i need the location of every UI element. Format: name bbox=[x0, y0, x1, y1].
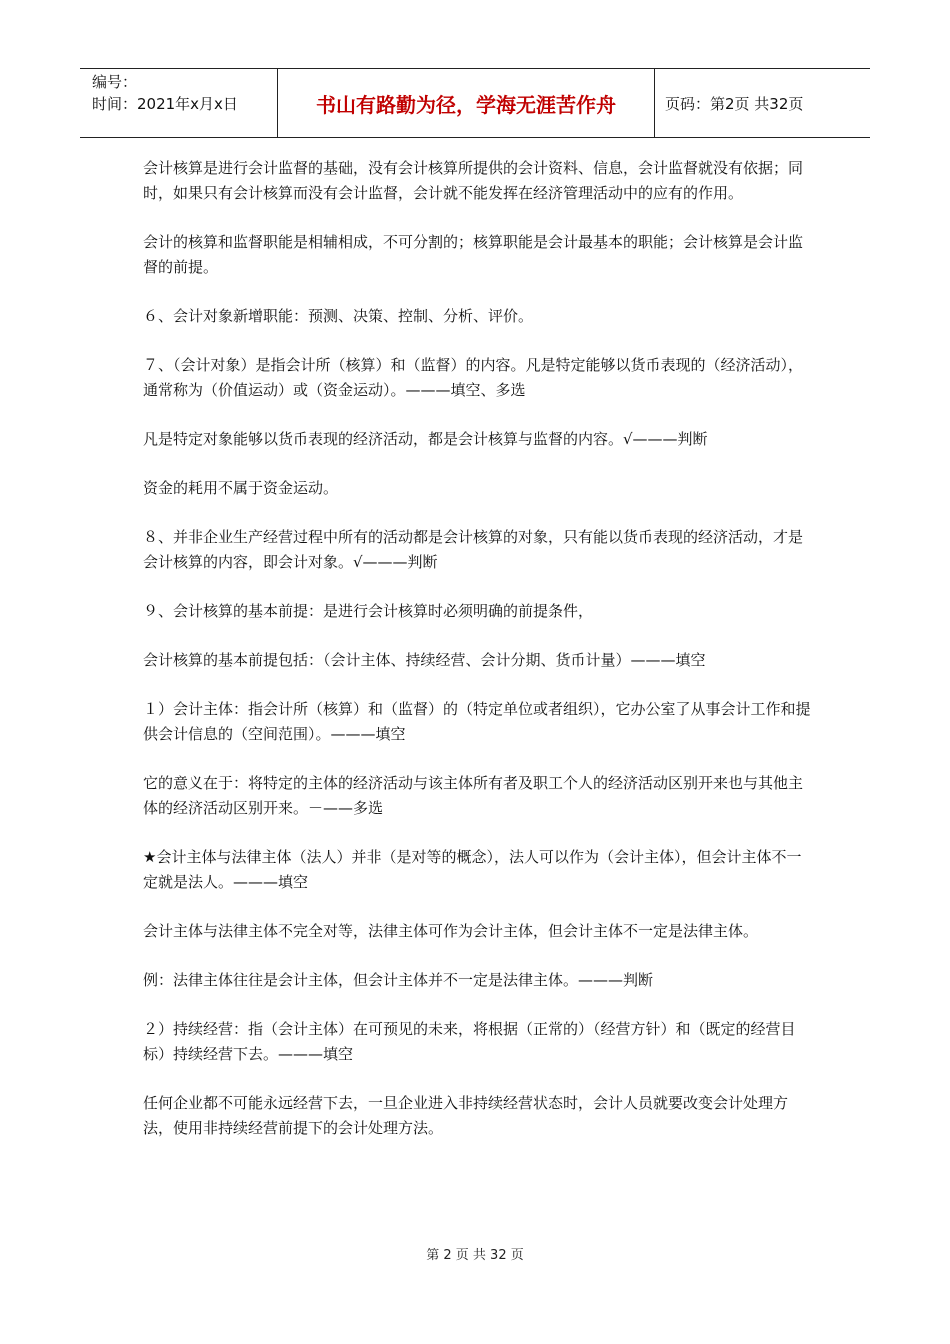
paragraph: １）会计主体：指会计所（核算）和（监督）的（特定单位或者组织），它办公室了从事会计工作和提供会计信息的（空间范围）。———填空 bbox=[143, 700, 811, 743]
paragraph: ６、会计对象新增职能：预测、决策、控制、分析、评价。 bbox=[143, 307, 534, 325]
page-header bbox=[80, 68, 870, 138]
paragraph: 它的意义在于：将特定的主体的经济活动与该主体所有者及职工个人的经济活动区别开来也与其他主体的经济活动区别开来。－——多选 bbox=[143, 774, 804, 817]
page-footer: 第 2 页 共 32 页 bbox=[426, 1248, 524, 1263]
header-meta bbox=[80, 69, 278, 137]
header-page-info: 页码：第2页 共32页 bbox=[665, 94, 804, 113]
paragraph: ７、（会计对象）是指会计所（核算）和（监督）的内容。凡是特定能够以货币表现的（经济活动），通常称为（价值运动）或（资金运动）。———填空、多选 bbox=[143, 356, 804, 399]
document-time: 时间：2021年x月x日 bbox=[92, 95, 238, 113]
paragraph: 例：法律主体往往是会计主体，但会计主体并不一定是法律主体。———判断 bbox=[143, 971, 654, 989]
paragraph: 资金的耗用不属于资金运动。 bbox=[143, 479, 339, 497]
paragraph: 会计核算是进行会计监督的基础，没有会计核算所提供的会计资料、信息，会计监督就没有依据；同时，如果只有会计核算而没有会计监督，会计就不能发挥在经济管理活动中的应有的作用。 bbox=[143, 159, 804, 202]
paragraph: 会计主体与法律主体不完全对等，法律主体可作为会计主体，但会计主体不一定是法律主体。 bbox=[143, 922, 759, 940]
paragraph: 会计的核算和监督职能是相辅相成，不可分割的；核算职能是会计最基本的职能；会计核算是会计监督的前提。 bbox=[143, 233, 804, 276]
document-body bbox=[143, 156, 811, 1165]
document-number: 编号： bbox=[92, 73, 138, 91]
header-motto: 书山有路勤为径，学海无涯苦作舟 bbox=[278, 69, 655, 137]
paragraph: 任何企业都不可能永远经营下去，一旦企业进入非持续经营状态时，会计人员就要改变会计处理方法，使用非持续经营前提下的会计处理方法。 bbox=[143, 1094, 789, 1137]
paragraph: ９、会计核算的基本前提：是进行会计核算时必须明确的前提条件， bbox=[143, 602, 594, 620]
paragraph: ★会计主体与法律主体（法人）并非（是对等的概念），法人可以作为（会计主体），但会计主体不一定就是法人。———填空 bbox=[143, 848, 802, 891]
paragraph: ２）持续经营：指（会计主体）在可预见的未来，将根据（正常的）（经营方针）和（既定的经营目标）持续经营下去。———填空 bbox=[143, 1020, 796, 1063]
paragraph: ８、并非企业生产经营过程中所有的活动都是会计核算的对象，只有能以货币表现的经济活动，才是会计核算的内容，即会计对象。√———判断 bbox=[143, 528, 804, 571]
paragraph: 凡是特定对象能够以货币表现的经济活动，都是会计核算与监督的内容。√———判断 bbox=[143, 430, 708, 448]
paragraph: 会计核算的基本前提包括：（会计主体、持续经营、会计分期、货币计量）———填空 bbox=[143, 651, 706, 669]
